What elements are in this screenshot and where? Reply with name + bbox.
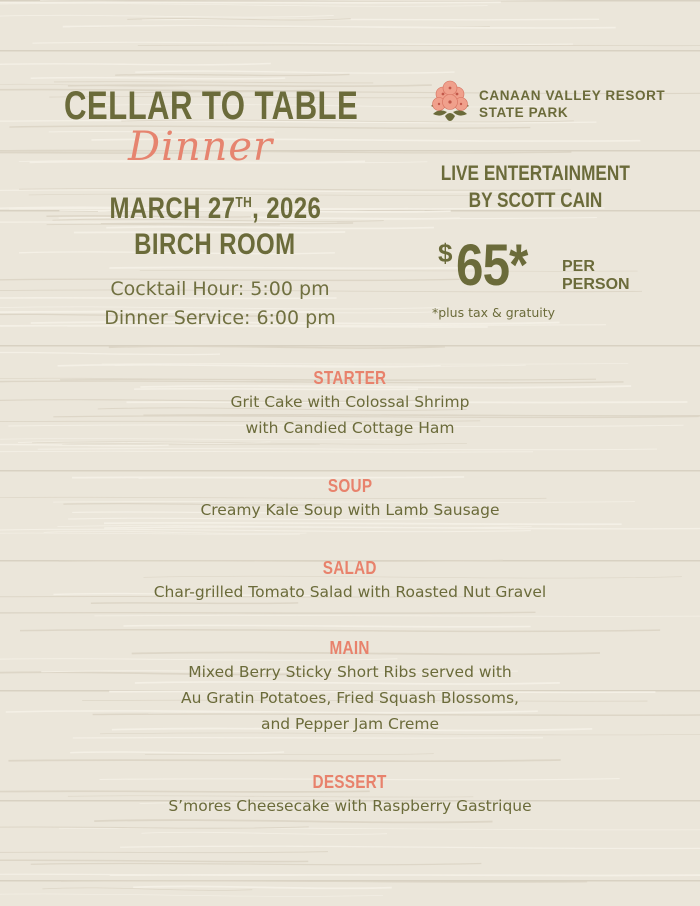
event-date-year: , 2026 (251, 192, 321, 225)
course-heading: MAIN (329, 638, 371, 658)
menu-course-soup (0, 476, 700, 523)
event-date (0, 192, 430, 226)
course-line: Char-grilled Tomato Salad with Roasted Nut Gravel (153, 583, 547, 601)
course-line: Mixed Berry Sticky Short Ribs served with (188, 663, 512, 681)
event-date-suffix: TH (234, 194, 252, 211)
course-line: and Pepper Jam Creme (260, 715, 440, 733)
event-room-text: BIRCH ROOM (134, 228, 296, 261)
price-currency: $ (438, 238, 453, 268)
entertainment-line1: LIVE ENTERTAINMENT (440, 162, 631, 185)
venue-name-line1: CANAAN VALLEY RESORT (479, 88, 666, 103)
price-unit-line1: PER (562, 258, 595, 275)
entertainment-block (418, 160, 653, 214)
rhododendron-flower-icon (425, 78, 475, 128)
menu-course-main (0, 638, 700, 737)
venue-name-line2: STATE PARK (479, 105, 569, 120)
dinner-service: Dinner Service: 6:00 pm (104, 307, 336, 329)
course-line: Grit Cake with Colossal Shrimp (230, 393, 470, 411)
price-unit (562, 258, 630, 294)
event-title-script: Dinner (128, 124, 274, 170)
price-amount: 65* (456, 233, 528, 298)
course-line: S’mores Cheesecake with Raspberry Gastrique (168, 797, 532, 815)
event-date-main: MARCH 27 (109, 192, 235, 225)
course-heading: SOUP (327, 476, 373, 496)
price-note: *plus tax & gratuity (432, 305, 556, 320)
course-heading: STARTER (313, 368, 387, 388)
course-line: Au Gratin Potatoes, Fried Squash Blossoms, (180, 689, 519, 707)
course-heading: DESSERT (312, 772, 388, 792)
menu-course-dessert (0, 772, 700, 819)
cocktail-hour: Cocktail Hour: 5:00 pm (110, 278, 330, 300)
event-room (0, 228, 430, 262)
course-heading: SALAD (323, 558, 377, 578)
venue-name (479, 87, 665, 121)
course-line: with Candied Cottage Ham (245, 419, 455, 437)
event-title: CELLAR TO TABLE (64, 84, 359, 128)
price-unit-line2: PERSON (562, 276, 630, 293)
course-line: Creamy Kale Soup with Lamb Sausage (200, 501, 500, 519)
price-block (438, 228, 678, 308)
menu-course-salad (0, 558, 700, 605)
entertainment-line2: BY SCOTT CAIN (468, 189, 603, 212)
menu-course-starter (0, 368, 700, 441)
